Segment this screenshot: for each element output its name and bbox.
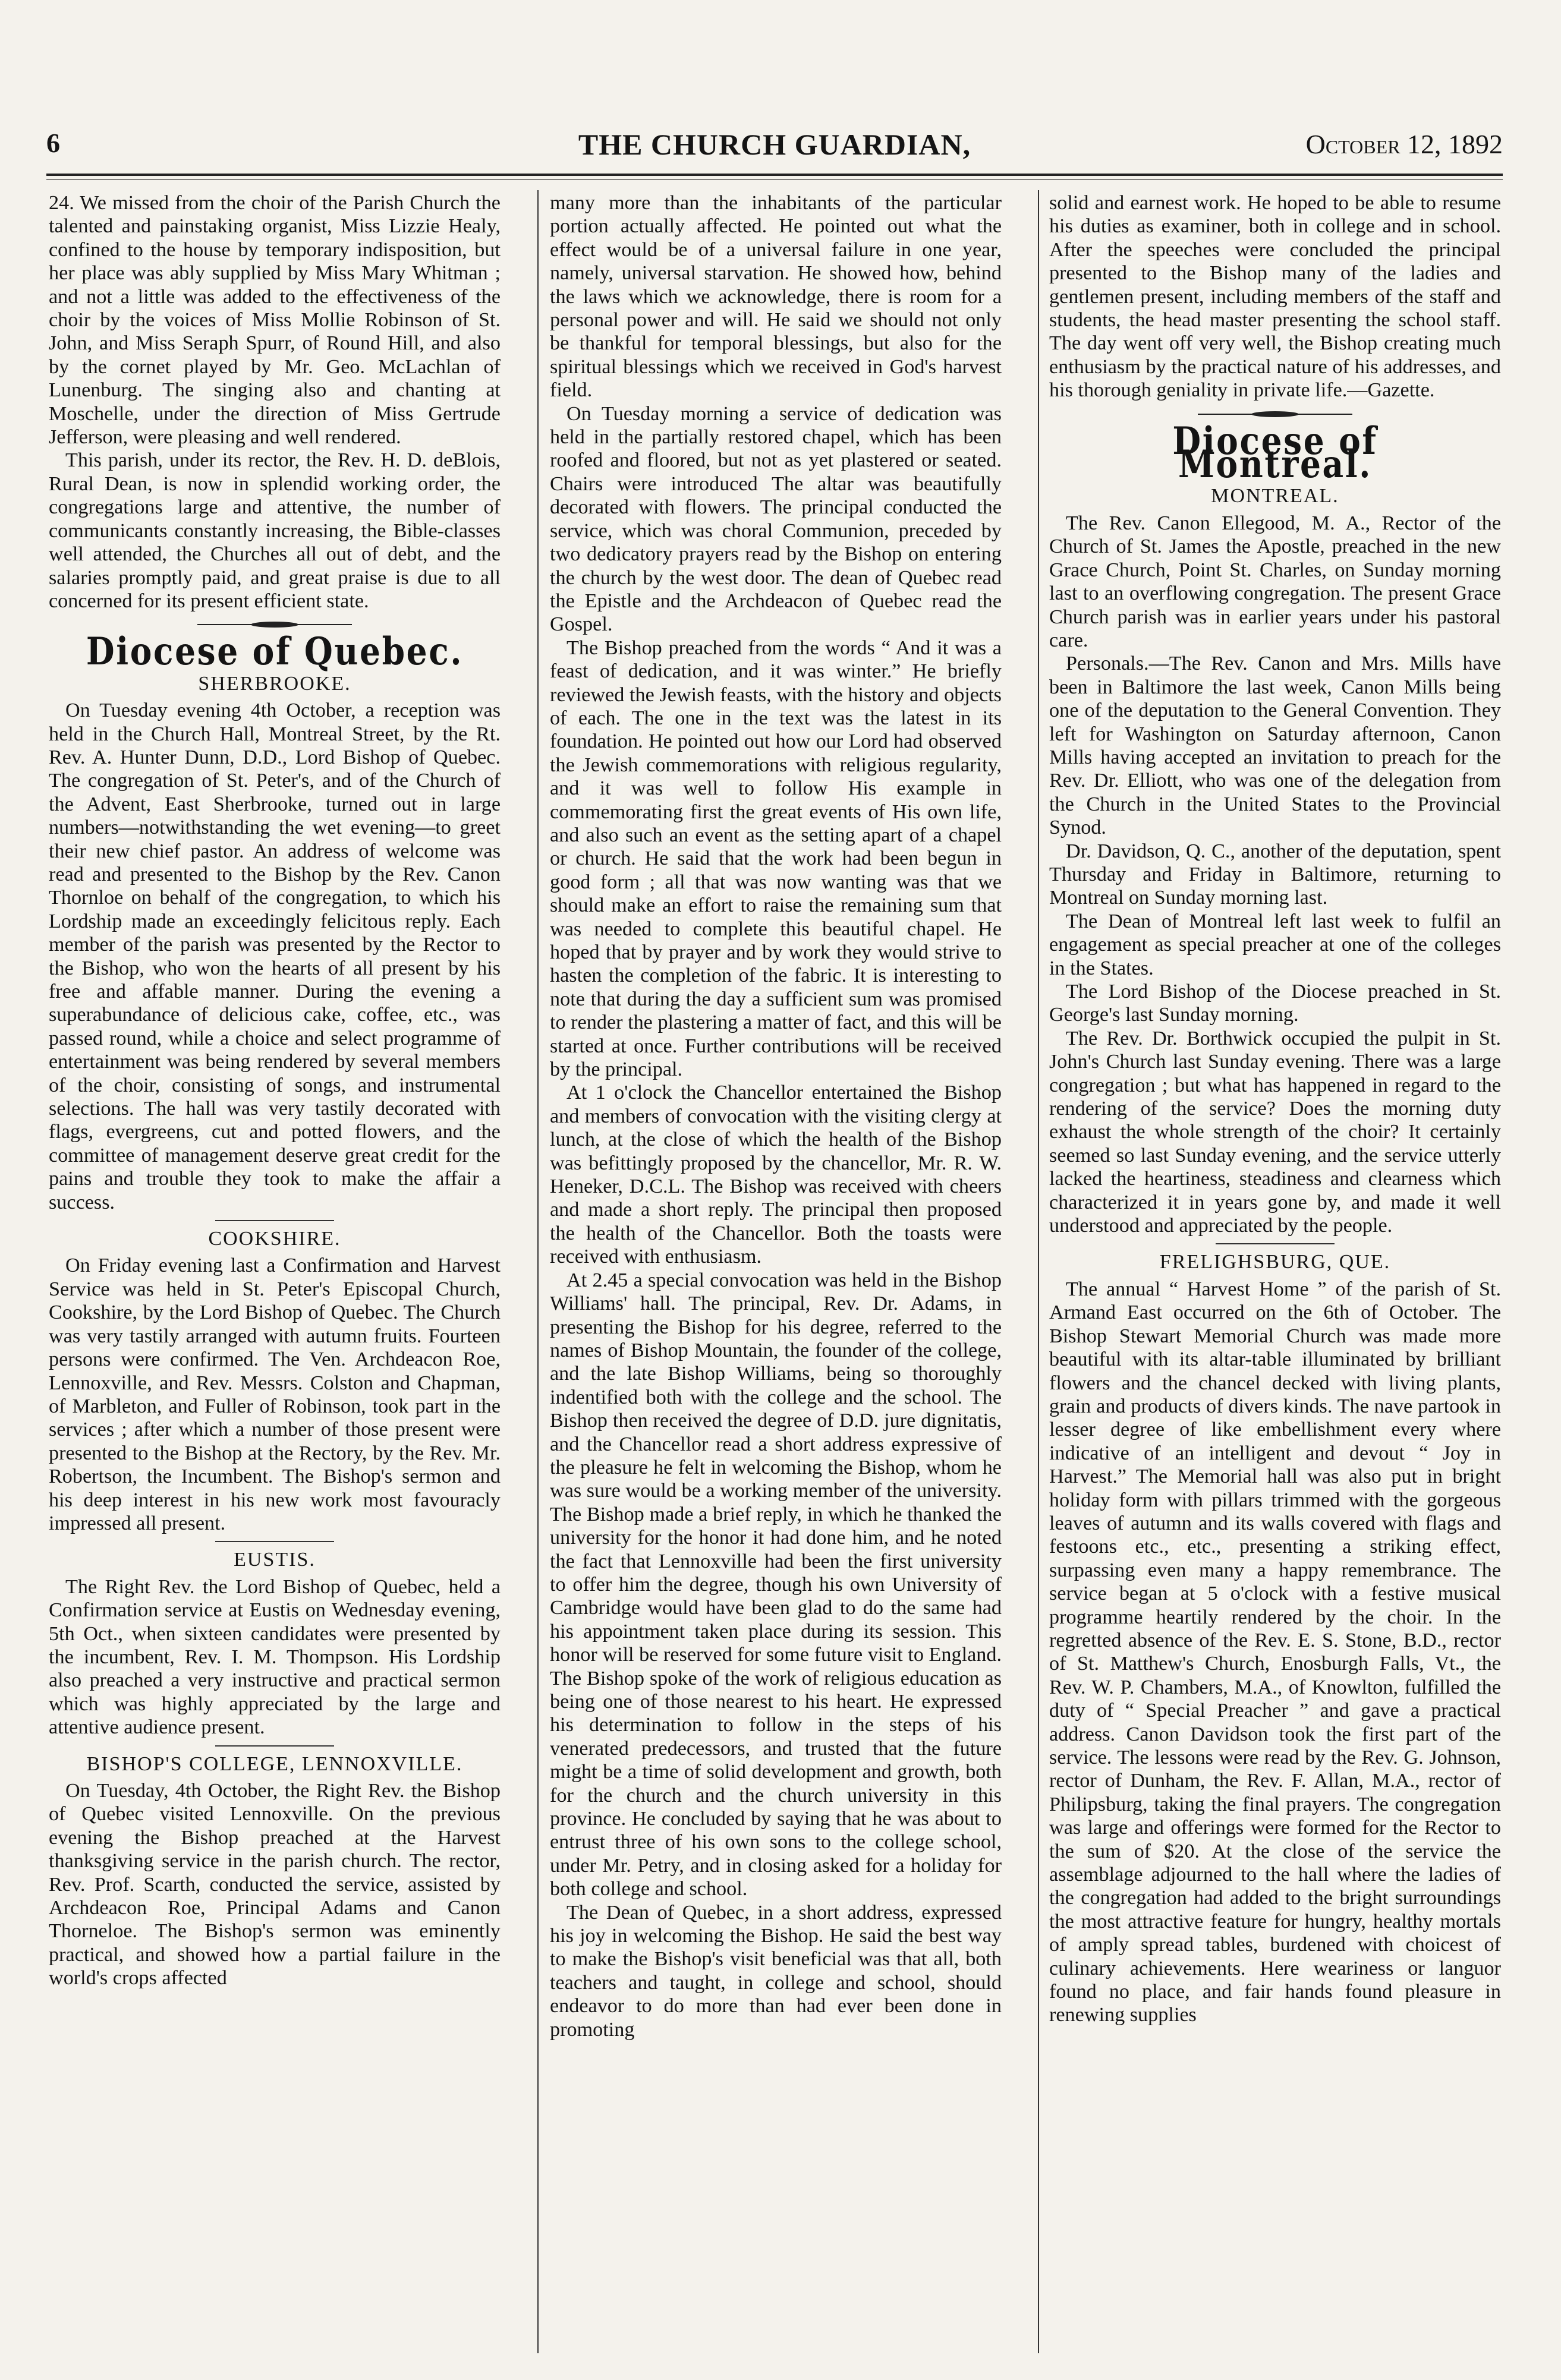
article-paragraph: Dr. Davidson, Q. C., another of the deputation, spent Thursday and Friday in Baltimore, returning to Montreal on Sunday morning last. [1049,840,1501,909]
article-paragraph: At 1 o'clock the Chancellor entertained the Bishop and members of convocation with the visiting clergy at lunch, at the close of which the health of the Bishop was befittingly proposed by the chancellor, Mr. R. W. Heneker, D.C.L. The Bishop was received with cheers and made a short reply. The principal then proposed the health of the Chancellor. Both the toasts were received with enthusiasm. [550,1082,1002,1268]
column-divider [1038,190,1039,2353]
column-divider [537,190,539,2353]
article-paragraph: many more than the inhabitants of the particular portion actually affected. He pointed out what the effect would be of a universal failure in one year, namely, universal starvation. He showed how, behind the laws which we acknowledge, there is room for a personal power and will. He said we should not only be thankful for temporal blessings, but also for the spiritual blessings which we received in God's harvest field. [550,192,1002,402]
subheading-sherbrooke: SHERBROOKE. [198,672,351,695]
issue-date: October 12, 1892 [1305,129,1503,159]
short-divider [215,1220,334,1221]
short-divider [1216,1243,1335,1244]
article-paragraph: At 2.45 a special convocation was held in the Bishop Williams' hall. The principal, Rev. Dr. Adams, in presenting the Bishop for his degree, referred to the names of Bishop Mountain, the founder of the college, and the late Bishop Williams, being so thoroughly indentified both with the college and the school. The Bishop then received the degree of D.D. jure dignitatis, and the Chancellor read a short address expressive of the pleasure he felt in welcoming the Bishop, whom he was sure would be a working member of the university. The Bishop made a brief reply, in which he thanked the university for the honor it had done him, and he noted the fact that Lennoxville had been the first university to offer him the degree, though his own University of Cambridge would have been glad to do the same had his appointment taken place during its session. This honor will be reserved for some future visit to England. The Bishop spoke of the work of religious education as being one of those nearest to his heart. He expressed his determination to follow in the steps of his venerated predecessors, and trusted that the future might be a time of solid development and growth, both for the church and the church university in this province. He concluded by saying that he was about to entrust three of his own sons to the college school, under Mr. Petry, and in closing asked for a holiday for both college and school. [550,1269,1002,1900]
article-paragraph: 24. We missed from the choir of the Parish Church the talented and painstaking organist, Miss Lizzie Healy, confined to the house by temporary indisposition, but her place was ably supplied by Miss Mary Whitman ; and not a little was added to the effectiveness of the choir by the voices of Miss Mollie Robinson of St. John, and Miss Seraph Spurr, of Round Hill, and also by the cornet played by Mr. Geo. McLachlan of Lunenburg. The singing also and chanting at Moschelle, under the direction of Miss Gertrude Jefferson, were pleasing and well rendered. [49,192,501,449]
article-paragraph: This parish, under its rector, the Rev. H. D. deBlois, Rural Dean, is now in splendid working order, the congregations large and attentive, the number of communicants constantly increasing, the Bible-classes well attended, the Churches all out of debt, and the salaries promptly paid, and great praise is due to all concerned for its present efficient state. [49,449,501,612]
subheading-bishops-college: BISHOP'S COLLEGE, LENNOXVILLE. [86,1752,463,1775]
article-paragraph: The Rev. Canon Ellegood, M. A., Rector of the Church of St. James the Apostle, preached in the new Grace Church, Point St. Charles, on Sunday morning last to an overflowing congregation. The present Grace Church parish was in earlier years under his pastoral care. [1049,512,1501,651]
section-heading-diocese-quebec: Diocese of Quebec. [86,629,464,674]
article-paragraph: On Friday evening last a Confirmation and Harvest Service was held in St. Peter's Episcopal Church, Cookshire, by the Lord Bishop of Quebec. The Church was very tastily arranged with autumn fruits. Fourteen persons were confirmed. The Ven. Archdeacon Roe, Lennoxville, and Rev. Messrs. Colston and Chapman, of Marbleton, and Fuller of Robinson, took part in the services ; after which a number of those present were presented to the Bishop at the Rectory, by the Rev. Mr. Robertson, the Incumbent. The Bishop's sermon and his deep interest in his new work most favouracly impressed all present. [49,1254,501,1534]
article-paragraph: The Dean of Montreal left last week to fulfil an engagement as special preacher at one of the colleges in the States. [1049,910,1501,979]
column-1 [49,191,501,2354]
article-paragraph: The Dean of Quebec, in a short address, expressed his joy in welcoming the Bishop. He said the best way to make the Bishop's visit beneficial was that all, both teachers and taught, in college and school, should endeavor to do more than had ever been done in promoting [550,1901,1002,2041]
article-paragraph: The Right Rev. the Lord Bishop of Quebec, held a Confirmation service at Eustis on Wednesday evening, 5th Oct., when sixteen candidates were presented by the incumbent, Rev. I. M. Thompson. His Lordship also preached a very instructive and practical sermon which was highly appreciated by the large and attentive audience present. [49,1575,501,1739]
column-2 [550,191,1002,2354]
ornament-divider-icon [1198,409,1352,419]
article-paragraph: The Bishop preached from the words “ And it was a feast of dedication, and it was winter.” He briefly reviewed the Jewish feasts, with the history and objects of each. The one in the text was the latest in its foundation. He pointed out how our Lord had observed the Jewish commemorations with religious regularity, and it was well to follow His example in commemorating first the great events of His own life, and also such an event as the setting apart of a chapel or church. He said that the work had been begun in good form ; all that was now wanting was that we should make an effort to raise the remaining sum that was needed to complete this beautiful chapel. He hoped that by prayer and by work they would strive to hasten the completion of the fabric. It is interesting to note that during the day a sufficient sum was promised to render the plastering a matter of fact, and this will be started at once. Further contributions will be received by the principal. [550,636,1002,1081]
subheading-frelighsburg: FRELIGHSBURG, QUE. [1159,1251,1391,1273]
column-3 [1049,191,1501,2354]
ornament-divider-icon [197,620,352,629]
subheading-eustis: EUSTIS. [234,1549,316,1571]
section-heading-diocese-montreal: Diocese of Montreal. [1172,418,1378,487]
masthead-title: THE CHURCH GUARDIAN, [578,128,971,161]
page-number: 6 [46,128,60,158]
article-paragraph: On Tuesday morning a service of dedication was held in the partially restored chapel, which has been roofed and floored, but not as yet plastered or seated. Chairs were introduced The altar was beautifully decorated with flowers. The principal conducted the service, which was choral Communion, preceded by two dedicatory prayers read by the Bishop on entering the church by the west door. The dean of Quebec read the Epistle and the Archdeacon of Quebec read the Gospel. [550,402,1002,636]
page-header [46,127,1503,169]
short-divider [215,1745,334,1747]
header-rule-thin [46,179,1503,180]
article-paragraph: On Tuesday, 4th October, the Right Rev. the Bishop of Quebec visited Lennoxville. On the previous evening the Bishop preached at the Harvest thanksgiving service in the parish church. The rector, Rev. Prof. Scarth, conducted the service, assisted by Archdeacon Roe, Principal Adams and Canon Thorneloe. The Bishop's sermon was eminently practical, and showed how a partial failure in the world's crops affected [49,1780,501,1990]
short-divider [215,1541,334,1542]
article-paragraph: Personals.—The Rev. Canon and Mrs. Mills have been in Baltimore the last week, Canon Mills being one of the deputation to the General Convention. They left for Washington on Saturday afternoon, Canon Mills having accepted an invitation to preach for the Rev. Dr. Elliott, who was one of the delegation from the Church in the United States to the Provincial Synod. [1049,652,1501,839]
article-paragraph: The Lord Bishop of the Diocese preached in St. George's last Sunday morning. [1049,981,1501,1026]
article-paragraph: The Rev. Dr. Borthwick occupied the pulpit in St. John's Church last Sunday evening. There was a large congregation ; but what has happened in regard to the rendering of the service? Does the morning duty exhaust the whole strength of the choir? It certainly seemed so last Sunday evening, and the service utterly lacked the heartiness, steadiness and clearness which characterized it in years gone by, and made it well understood and appreciated by the people. [1049,1027,1501,1237]
subheading-cookshire: COOKSHIRE. [208,1228,341,1250]
subheading-montreal: MONTREAL. [1211,485,1339,507]
header-rule-thick [46,174,1503,176]
article-paragraph: On Tuesday evening 4th October, a reception was held in the Church Hall, Montreal Street, by the Rt. Rev. A. Hunter Dunn, D.D., Lord Bishop of Quebec. The congregation of St. Peter's, and of the Church of the Advent, East Sherbrooke, turned out in large numbers—notwithstanding the wet evening—to greet their new chief pastor. An address of welcome was read and presented to the Bishop by the Rev. Canon Thornloe on behalf of the congregation, to which his Lordship made an exceedingly felicitous reply. Each member of the parish was presented by the Rector to the Bishop, who won the hearts of all present by his free and affable manner. During the evening a superabundance of delicious cake, coffee, etc., was passed round, while a choice and select programme of entertainment was being rendered by several members of the choir, consisting of songs, and instrumental selections. The hall was very tastily decorated with flags, evergreens, cut and potted flowers, and the committee of management deserve great credit for the pains and trouble they took to make the affair a success. [49,699,501,1213]
article-paragraph: The annual “ Harvest Home ” of the parish of St. Armand East occurred on the 6th of October. The Bishop Stewart Memorial Church was made more beautiful with its altar-table illuminated by brilliant flowers and the chancel decked with living plants, grain and products of divers kinds. The nave partook in lesser degree of like embellishment every where indicative of an intelligent and devout “ Joy in Harvest.” The Memorial hall was also put in bright holiday form with pillars trimmed with the gorgeous leaves of autumn and its walls covered with flags and festoons etc., etc., presenting a striking effect, surpassing even many a happy remembrance. The service began at 5 o'clock with a festive musical programme heartily rendered by the choir. In the regretted absence of the Rev. E. S. Stone, B.D., rector of St. Matthew's Church, Enosburgh Falls, Vt., the Rev. W. P. Chambers, M.A., of Knowlton, fulfilled the duty of “ Special Preacher ” and gave a practical address. Canon Davidson took the first part of the service. The lessons were read by the Rev. G. Johnson, rector of Dunham, the Rev. F. Allan, M.A., rector of Philipsburg, taking the final prayers. The congregation was large and offerings were formed for the Rector to the sum of $20. At the close of the service the assemblage adjourned to the hall where the ladies of the congregation had added to the bright surroundings the most attractive feature for hungry, healthy mortals of amply spread tables, burdened with choicest of culinary achievements. Here weariness or languor found no place, and fair hands found pleasure in renewing supplies [1049,1278,1501,2026]
article-paragraph: solid and earnest work. He hoped to be able to resume his duties as examiner, both in college and in school. After the speeches were concluded the principal presented to the Bishop many of the ladies and gentlemen present, including members of the staff and students, the head master presenting the school staff. The day went off very well, the Bishop creating much enthusiasm by the practical nature of his addresses, and his thorough geniality in private life.—Gazette. [1049,192,1501,402]
